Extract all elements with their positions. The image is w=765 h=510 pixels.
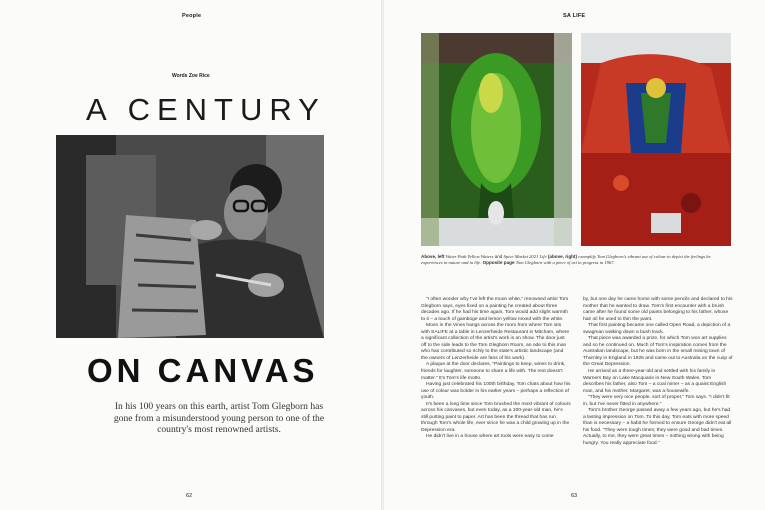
paragraph: He didn't live in a house where art tools were easy to come bbox=[426, 434, 554, 440]
caption-text-1: exemplify Tom Glegborn's vibrant use of colour to depict the feelings he experiences in nature and in life. bbox=[421, 254, 711, 265]
standfirst: In his 100 years on this earth, artist Tom Glegborn has gone from a misunderstood young person to one of the country's most renowned artists. bbox=[113, 401, 325, 436]
page-number-left: 62 bbox=[186, 493, 193, 499]
artwork-left bbox=[421, 33, 572, 246]
paragraph: It's been a long time since Tom brushed the most vibrant of colours across his canvases, but even today, as a 100-year-old man, he's still putting paint to paper. Art has been the thread that has run through Tom's whole life, ever since he was a child growing up in the Depression era. bbox=[421, 401, 571, 433]
caption-title-2: Spice Market 2021 Life bbox=[503, 254, 547, 259]
caption-lead-1: Above, left bbox=[421, 254, 445, 259]
body-column-2 bbox=[583, 297, 733, 448]
body-column-1 bbox=[421, 297, 571, 441]
paragraph: “They were very nice people, sort of proper,” Tom says. “I didn't fit in, but I've never fitted in anywhere.” bbox=[583, 395, 730, 407]
paragraph: Having just celebrated his 100th birthday, Tom chats about how his use of colour was bolder in his earlier years – perhaps a reflection of youth. bbox=[421, 382, 571, 401]
artwork-right bbox=[581, 33, 731, 246]
title-line-1: A CENTURY bbox=[86, 92, 326, 127]
page-number-right: 63 bbox=[571, 493, 578, 499]
caption-lead-3: Opposite page bbox=[482, 260, 515, 265]
paragraph: A plaque at the door declares, “Paintings to keep, wines to drink, friends for laughter, someone to share a life with. The rest doesn't matter.” It's Tom's life motto. bbox=[421, 362, 566, 381]
caption-join: and bbox=[494, 254, 503, 259]
running-head-right: SA LIFE bbox=[563, 13, 586, 19]
paragraph: That first painting became one called Open Road, a depiction of a swagman walking down a bush track. bbox=[583, 323, 731, 335]
paragraph: Moon in the Vines hangs across the room from where Tom sits with SALIFE at a table in Lenzerheide Restaurant in Mitcham, where a significant collection of the artist's work is on show. The door just off to the side leads to the Tom Glegborn Room, an ode to this man who has contributed so richly to the state's artistic landscape (and the owners of Lenzerheide are fans of his work). bbox=[421, 323, 570, 361]
page-spine bbox=[381, 0, 384, 510]
caption-title-1: Water Path Yellow Waters bbox=[445, 254, 494, 259]
byline: Words Zoe Rice bbox=[172, 73, 210, 79]
portrait-photo bbox=[56, 135, 324, 338]
paragraph: by, but one day he came home with some pencils and declared to his mother that he wanted to draw. Tom's first encounter with a brush came after he found some old paints belonging to his father, whose hair oil he used to thin the paint. bbox=[583, 297, 733, 322]
caption-text-2: Tom Glegborn with a piece of art in progress in 1967. bbox=[515, 260, 615, 265]
paragraph: He arrived as a three-year-old and settled with his family in Warners Bay on Lake Macquarie in New South Wales. Tom describes his father, also Tom – a coal miner – as a quaint English man, and his mother, Margaret, was a housewife. bbox=[583, 369, 727, 394]
running-head-left: People bbox=[182, 13, 202, 19]
paragraph: That piece was awarded a prize, for which Tom won art supplies and so he continued on. Much of Tom's inspiration comes from the Australian landscape, but he was born in the small mining town of Thornley in England in 1925 and came out to Australia on the cusp of the Great Depression. bbox=[583, 336, 733, 368]
paragraph: “I often wonder why I've left the moon white,” renowned artist Tom Glegborn says, eyes fixed on a painting he created about three decades ago. If he had his time again, Tom would add slight warmth to it – a touch of gamboge and lemon yellow mixed with the white. bbox=[421, 297, 569, 322]
title-line-2: ON CANVAS bbox=[87, 352, 319, 389]
caption-lead-2: (above, right) bbox=[547, 254, 577, 259]
paragraph: Tom's brother George passed away a few years ago, but he's had a lasting impression on Tom. To this day, Tom eats with more speed than is necessary – a habit he formed to ensure George didn't eat all his food. “They were tough times; they were good and bad times. Actually, to me, they were great times – nothing wrong with being hungry. You really appreciate food.” bbox=[583, 408, 732, 447]
image-caption bbox=[421, 254, 733, 266]
